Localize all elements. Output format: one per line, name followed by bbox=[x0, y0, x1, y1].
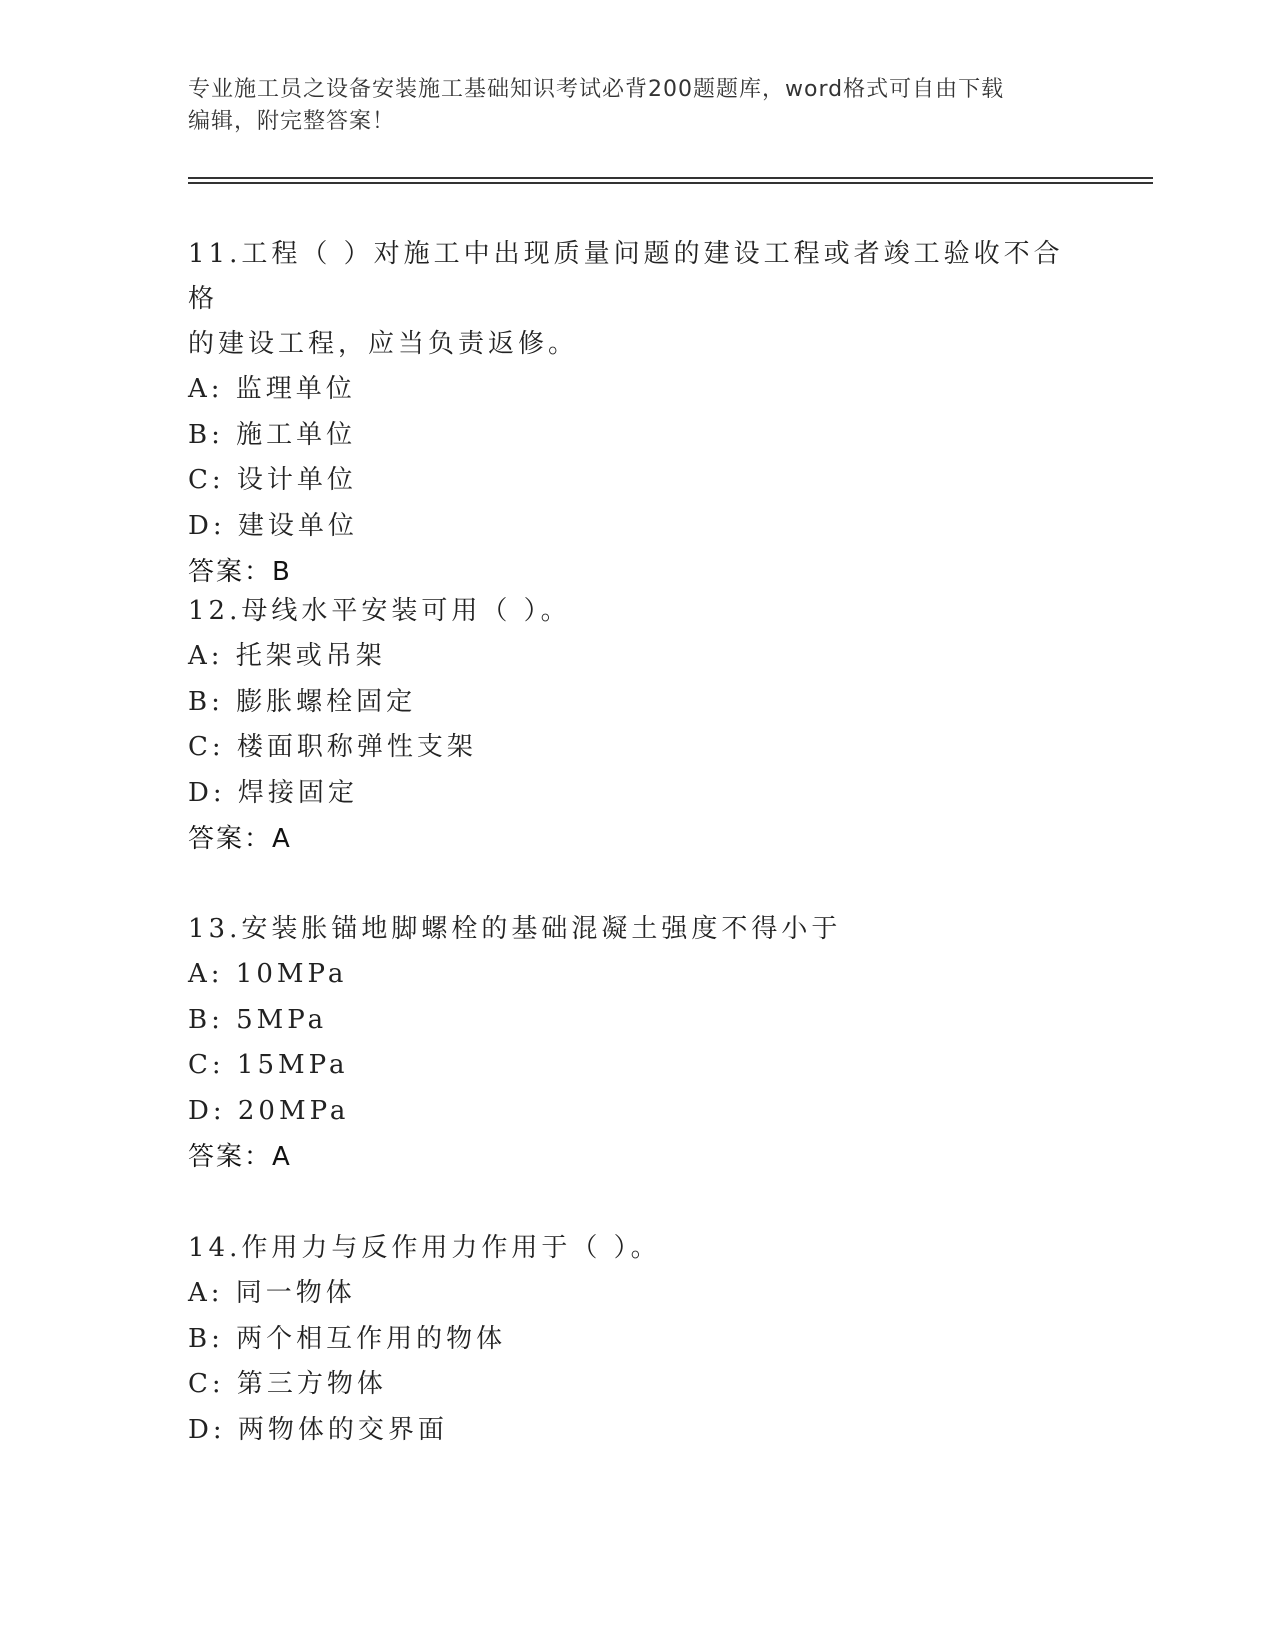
option-d: D: 建设单位 bbox=[188, 510, 358, 541]
answer-value: A bbox=[272, 1142, 292, 1172]
option-b: B: 施工单位 bbox=[188, 419, 357, 450]
option-d: D: 焊接固定 bbox=[188, 777, 358, 808]
option-c: C: 设计单位 bbox=[188, 465, 357, 495]
answer bbox=[188, 1134, 1078, 1180]
question-11 bbox=[188, 232, 1078, 595]
option-c: C: 15MPa bbox=[188, 1050, 349, 1080]
question-text: 13.安装胀锚地脚螺栓的基础混凝土强度不得小于 bbox=[188, 914, 842, 944]
question-text: 14.作用力与反作用力作用于（ ）。 bbox=[188, 1233, 661, 1263]
option-d: D: 20MPa bbox=[188, 1095, 350, 1126]
question-text-continued: 的建设工程，应当负责返修。 bbox=[188, 329, 579, 359]
answer bbox=[188, 816, 1078, 862]
answer-value: A bbox=[272, 824, 292, 854]
question-text: 12.母线水平安装可用（ ）。 bbox=[188, 596, 571, 626]
header-line-2: 编辑，附完整答案！ bbox=[188, 109, 396, 134]
document-header bbox=[188, 74, 1088, 138]
question-12 bbox=[188, 589, 1078, 862]
option-c: C: 楼面职称弹性支架 bbox=[188, 732, 477, 762]
answer-label: 答案： bbox=[188, 1142, 273, 1172]
option-b: B: 两个相互作用的物体 bbox=[188, 1323, 507, 1354]
option-a: A: 托架或吊架 bbox=[188, 641, 386, 671]
header-line-1: 专业施工员之设备安装施工基础知识考试必背200题题库，word格式可自由下载 bbox=[188, 77, 1005, 102]
option-a: A: 监理单位 bbox=[188, 374, 356, 404]
option-d: D: 两物体的交界面 bbox=[188, 1414, 448, 1445]
answer-label: 答案： bbox=[188, 824, 273, 854]
question-14 bbox=[188, 1226, 1078, 1453]
answer-value: B bbox=[272, 557, 292, 587]
question-text: 11.工程（ ）对施工中出现质量问题的建设工程或者竣工验收不合格 bbox=[188, 239, 1064, 314]
option-a: A: 同一物体 bbox=[188, 1278, 356, 1308]
answer-label: 答案： bbox=[188, 557, 273, 587]
option-a: A: 10MPa bbox=[188, 959, 348, 989]
header-divider-top bbox=[188, 177, 1153, 179]
header-divider-bottom bbox=[188, 182, 1153, 184]
option-b: B: 膨胀螺栓固定 bbox=[188, 686, 417, 717]
option-b: B: 5MPa bbox=[188, 1004, 328, 1035]
question-13 bbox=[188, 907, 1078, 1180]
option-c: C: 第三方物体 bbox=[188, 1369, 387, 1399]
